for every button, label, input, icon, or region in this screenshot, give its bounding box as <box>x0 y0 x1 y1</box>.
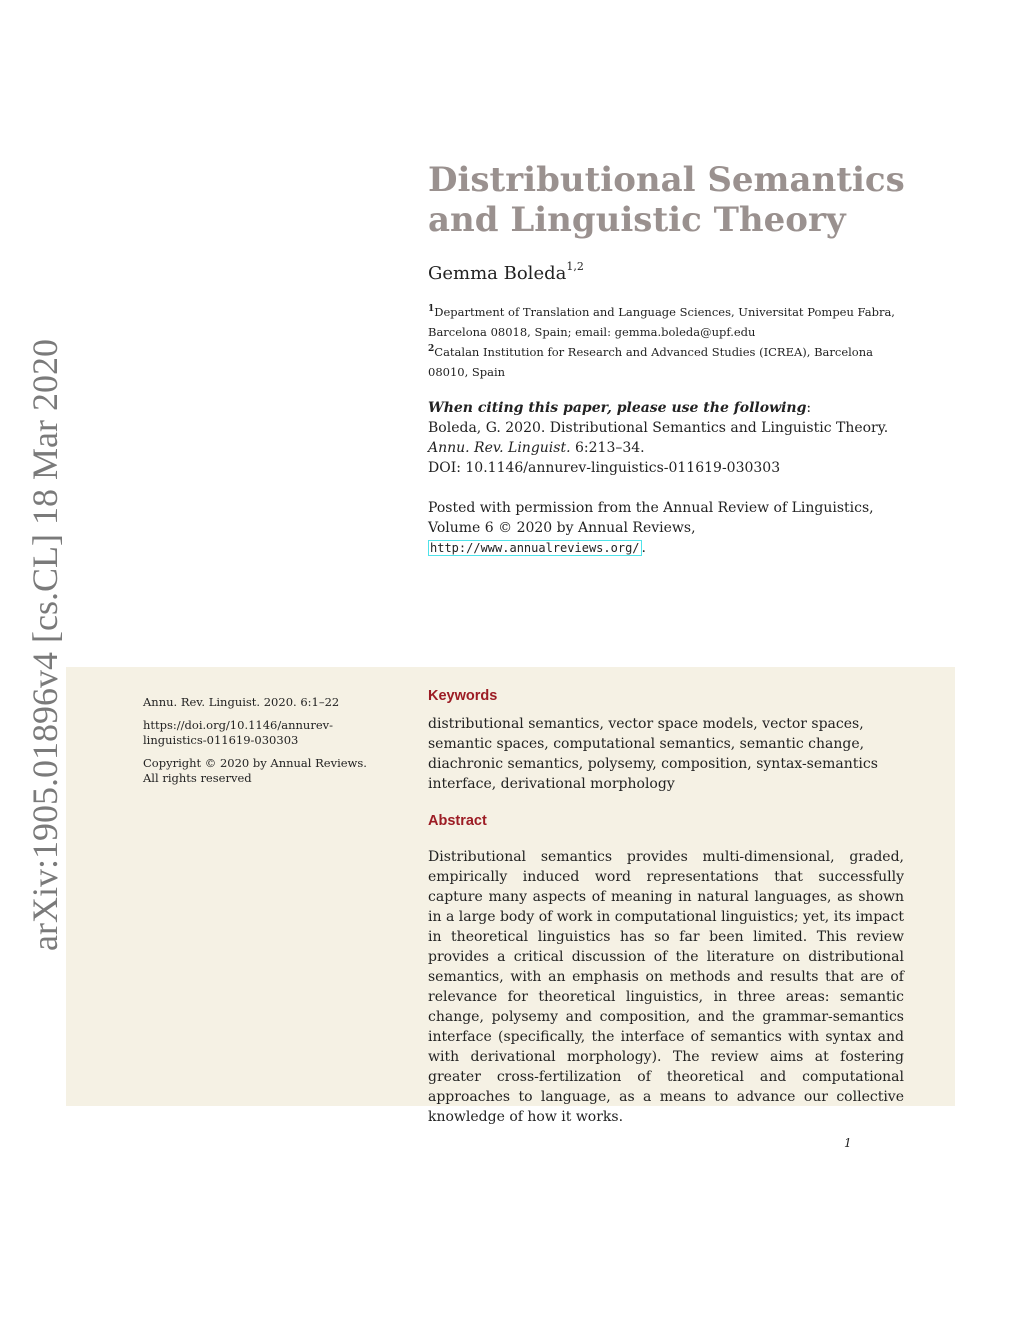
journal-reference: Annu. Rev. Linguist. 2020. 6:1–22 <box>143 695 340 709</box>
citation-journal-line <box>428 438 948 458</box>
author-affiliation-marks: 1,2 <box>566 260 584 273</box>
keywords-heading: Keywords <box>428 688 498 704</box>
permission-url-trail: . <box>641 540 646 556</box>
affiliation-2 <box>428 339 908 382</box>
annual-reviews-link[interactable]: http://www.annualreviews.org/ <box>430 541 640 555</box>
permission-line-2: Volume 6 © 2020 by Annual Reviews, <box>428 520 696 536</box>
page-number: 1 <box>844 1136 852 1150</box>
arxiv-identifier-stamp <box>20 339 70 951</box>
citation-doi: DOI: 10.1146/annurev-linguistics-011619-030303 <box>428 460 781 476</box>
citation-colon: : <box>806 400 812 416</box>
doi-link[interactable]: https://doi.org/10.1146/annurev-linguistics-011619-030303 <box>143 718 334 747</box>
citation-pages: 6:213–34. <box>575 440 645 456</box>
affiliation-2-text: Catalan Institution for Research and Advanced Studies (ICREA), Barcelona 08010, Spain <box>428 344 873 379</box>
paper-title: Distributional Semantics and Linguistic Theory <box>428 160 905 240</box>
affiliation-1-mark: 1 <box>428 304 435 314</box>
citation-block <box>428 398 948 478</box>
author-name: Gemma Boleda <box>428 263 567 284</box>
citation-lead: When citing this paper, please use the following <box>428 400 807 416</box>
copyright-notice: Copyright © 2020 by Annual Reviews. <box>143 756 367 770</box>
arxiv-identifier-text: arXiv:1905.01896v4 [cs.CL] 18 Mar 2020 <box>25 339 66 951</box>
citation-reference: Boleda, G. 2020. Distributional Semantics and Linguistic Theory. <box>428 420 889 436</box>
affiliation-1-text: Department of Translation and Language Sciences, Universitat Pompeu Fabra, Barcelona 08018, Spain; email: gemma.boleda@upf.edu <box>428 304 895 339</box>
keywords-list: distributional semantics, vector space models, vector spaces, semantic spaces, computational semantics, semantic change, diachronic semantics, polysemy, composition, syntax-semantics interface, derivational morphology <box>428 716 878 792</box>
rights-notice: All rights reserved <box>143 771 252 785</box>
citation-lead-line <box>428 398 948 418</box>
abstract-heading: Abstract <box>428 813 487 829</box>
citation-journal: Annu. Rev. Linguist. <box>428 440 571 456</box>
affiliation-1 <box>428 299 908 342</box>
affiliation-2-mark: 2 <box>428 344 435 354</box>
article-sidebar-meta <box>143 695 383 786</box>
author-line <box>428 260 584 284</box>
abstract-body: Distributional semantics provides multi-dimensional, graded, empirically induced word representations that successfully capture many aspects of meaning in natural languages, as shown in a large body of work in computational linguistics; yet, its impact in theoretical linguistics has so far been limited. This review provides a critical discussion of the literature on distributional semantics, with an emphasis on methods and results that are of relevance for theoretical linguistics, in three areas: semantic change, polysemy and composition, and the grammar-semantics interface (specifically, the interface of semantics with syntax and with derivational morphology). The review aims at fostering greater cross-fertilization of theoretical and computational approaches to language, as a means to advance our collective knowledge of how it works. <box>428 849 904 1125</box>
permission-notice <box>428 498 948 558</box>
permission-line-1: Posted with permission from the Annual Review of Linguistics, <box>428 500 874 516</box>
permission-url-line <box>428 538 948 558</box>
